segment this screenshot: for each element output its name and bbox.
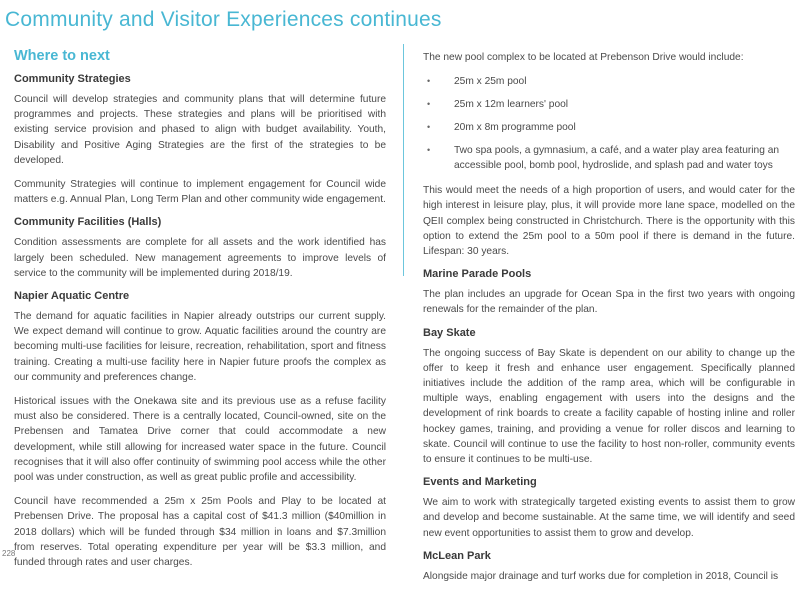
column-divider bbox=[403, 44, 404, 276]
list-item bbox=[423, 74, 795, 89]
list-item-text: Two spa pools, a gymnasium, a café, and a water play area featuring an accessible pool, bomb pool, hydroslide, and splash pad and water toys bbox=[454, 145, 780, 172]
list-item bbox=[423, 143, 795, 173]
list-item bbox=[423, 120, 795, 135]
right-column bbox=[423, 50, 795, 593]
bullet-icon: • bbox=[427, 76, 431, 87]
mclean-park-paragraph: Alongside major drainage and turf works due for completion in 2018, Council is bbox=[423, 570, 779, 582]
heading-events-and-marketing: Events and Marketing bbox=[423, 476, 537, 489]
bullet-icon: • bbox=[427, 122, 431, 133]
community-strategies-paragraph-2: Community Strategies will continue to implement engagement for Council wide matters e.g. Annual Plan, Long Term Plan and other community wide engagement. bbox=[14, 179, 386, 206]
marine-parade-paragraph: The plan includes an upgrade for Ocean Spa in the first two years with ongoing renewals for the remainder of the plan. bbox=[423, 289, 795, 316]
heading-community-strategies: Community Strategies bbox=[14, 73, 131, 85]
events-paragraph: We aim to work with strategically targeted existing events to assist them to grow and develop and become sustainable. At the same time, we will identify and seed new event opportunities to assist them to grow and develop. bbox=[423, 497, 795, 539]
pool-features-list bbox=[423, 74, 795, 173]
aquatic-centre-paragraph-3: Council have recommended a 25m x 25m Pools and Play to be located at Prebensen Drive. The proposal has a capital cost of $41.3 million ($40million in 2018 dollars) which will be funded through $34 million in loans and $7.3million from reserves. Total operating expenditure per year will be $3.3 million, and funded through rates and user charges. bbox=[14, 496, 386, 569]
left-column bbox=[14, 48, 386, 579]
page-number: 228 bbox=[2, 549, 16, 558]
aquatic-centre-paragraph-1: The demand for aquatic facilities in Napier already outstrips our current supply. We expect demand will continue to grow. Aquatic facilities around the country are becoming multi-use facilities for leisure, recreation, rehabilitation, sport and fitness training. Creating a multi-use facility here in Napier future proofs the complex as our community and preferences change. bbox=[14, 311, 386, 383]
pool-summary-paragraph: This would meet the needs of a high proportion of users, and would cater for the high interest in leisure play, plus, it will provide more lane space, modelled on the QEII complex being constructed in Christchurch. There is the opportunity with this option to extend the 25m pool to a 50m pool if there is demand in the future. Lifespan: 30 years. bbox=[423, 185, 795, 258]
bay-skate-paragraph: The ongoing success of Bay Skate is dependent on our ability to change up the offer to keep it fresh and enhance user engagement. Specifically planned initiatives include the addition of the ramp area, which will be configurable in multiple ways, enabling engagement with users into the designs and the development of rink boards to create a facility capable of hosting inline and roller hockey games, training, and providing a venue for roller discos and learning to skate. Council will continue to use the facility to host non-roller, community events to ensure it continues to be multi-use. bbox=[423, 347, 795, 466]
heading-mclean-park: McLean Park bbox=[423, 549, 491, 562]
bullet-icon: • bbox=[427, 145, 431, 156]
list-item bbox=[423, 97, 795, 112]
community-strategies-paragraph-1: Council will develop strategies and community plans that will determine future programmes and projects. These strategies and plans will be prioritised with existing service provision and phased to align with budget availability. Youth, Disability and Positive Aging Strategies are the first of the strategies to be developed. bbox=[14, 94, 386, 166]
list-item-text: 25m x 12m learners' pool bbox=[454, 99, 569, 111]
pool-complex-intro: The new pool complex to be located at Prebenson Drive would include: bbox=[423, 52, 744, 63]
community-facilities-paragraph: Condition assessments are complete for all assets and the work identified has largely been scheduled. New management agreements to improve levels of service to the community will be implemented during 2018/19. bbox=[14, 237, 386, 279]
aquatic-centre-paragraph-2: Historical issues with the Onekawa site and its previous use as a refuse facility must also be considered. There is a centrally located, Council-owned, site on the Prebensen and Tamatea Drive corner that could accommodate a new development, while still allowing for increased water space in the future. Council recognises that it will also offer continuity of swimming pool access while the other pool was under construction, as well as great public profile and accessibility. bbox=[14, 396, 386, 484]
list-item-text: 20m x 8m programme pool bbox=[454, 122, 576, 134]
bullet-icon: • bbox=[427, 99, 431, 110]
list-item-text: 25m x 25m pool bbox=[454, 76, 527, 88]
heading-community-facilities: Community Facilities (Halls) bbox=[14, 216, 162, 229]
section-heading-where-to-next: Where to next bbox=[14, 48, 110, 64]
heading-bay-skate: Bay Skate bbox=[423, 326, 476, 339]
page-title: Community and Visitor Experiences continues bbox=[5, 8, 442, 31]
heading-napier-aquatic-centre: Napier Aquatic Centre bbox=[14, 290, 130, 303]
heading-marine-parade-pools: Marine Parade Pools bbox=[423, 268, 532, 281]
